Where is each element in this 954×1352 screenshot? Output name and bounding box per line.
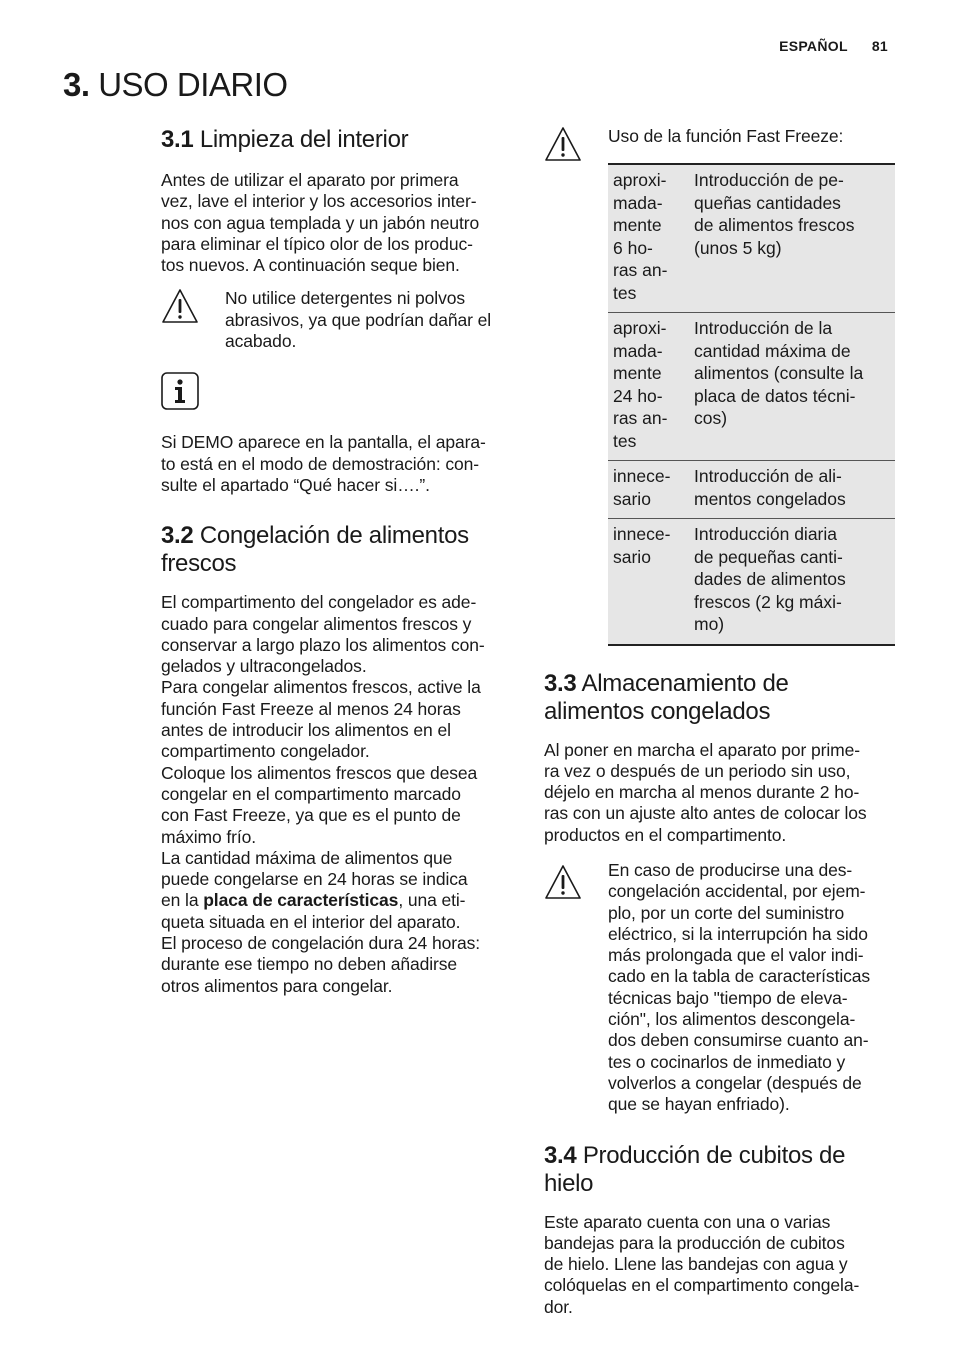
text-line: dos deben consumirse cuanto an- [608, 1030, 869, 1051]
text-line: abrasivos, ya que podrían dañar el [225, 309, 492, 330]
text-line: tes [613, 430, 637, 451]
warning-text [225, 288, 491, 352]
text-line: otros alimentos para congelar. [161, 975, 393, 996]
text-line: ras an- [613, 408, 668, 428]
text-line: Este aparato cuenta con una o varias [544, 1211, 831, 1232]
section-title: alimentos congelados [544, 697, 771, 725]
text-line: aproxi- [613, 318, 667, 338]
text-line: mentos congelados [694, 488, 846, 509]
chapter-title [63, 66, 288, 104]
page-header [779, 38, 888, 54]
table-row [608, 313, 895, 461]
text-line: ción", los alimentos descongela- [608, 1009, 856, 1030]
text-fragment: , una eti- [398, 890, 466, 911]
text-line: tes [613, 282, 637, 303]
text-line: gelados y ultracongelados. [161, 656, 367, 677]
chapter-title-text: USO DIARIO [98, 66, 288, 103]
table-cell-when [608, 461, 689, 519]
section-number: 3.4 [544, 1141, 577, 1169]
text-line: Al poner en marcha el aparato por prime- [544, 739, 861, 760]
table-cell-when [608, 519, 689, 645]
right-column [544, 122, 896, 1318]
table-cell-when [608, 164, 689, 313]
text-line: productos en el compartimento. [544, 824, 787, 845]
warning-triangle-icon [161, 288, 225, 329]
fast-freeze-notice [544, 126, 896, 167]
table-cell-what [689, 519, 895, 645]
text-line: mente [613, 363, 662, 383]
section-3-1-body [161, 170, 513, 276]
text-line: (unos 5 kg) [694, 237, 782, 258]
text-line: sario [613, 488, 651, 509]
text-line: En caso de producirse una des- [608, 859, 853, 880]
text-line: innece- [613, 524, 671, 544]
text-line: de pequeñas canti- [694, 546, 843, 567]
text-line: innece- [613, 466, 671, 486]
text-line: máximo frío. [161, 826, 257, 847]
text-line: Introducción diaria [694, 524, 837, 544]
text-line: mada- [613, 340, 663, 361]
text-line: más prolongada que el valor indi- [608, 945, 864, 966]
text-line: dades de alimentos [694, 569, 846, 589]
section-title: frescos [161, 550, 237, 578]
table-cell-what [689, 461, 895, 519]
text-line: sario [613, 546, 651, 567]
text-fragment: en la [161, 890, 204, 911]
text-line: ras con un ajuste alto antes de colocar los [544, 803, 867, 824]
text-line: cuado para congelar alimentos frescos y [161, 613, 472, 634]
section-3-3-body [544, 740, 896, 846]
text-line: función Fast Freeze al menos 24 horas [161, 698, 461, 719]
left-column [161, 122, 513, 997]
text-line: plo, por un corte del suministro [608, 902, 845, 923]
section-3-3-heading [544, 670, 896, 726]
text-line: El proceso de congelación dura 24 horas: [161, 933, 480, 954]
section-title: hielo [544, 1169, 594, 1197]
section-number: 3.1 [161, 126, 194, 153]
warning-triangle-icon [544, 126, 608, 167]
text-line: que se hayan enfriado). [608, 1094, 790, 1115]
text-line: dor. [544, 1296, 573, 1317]
text-line: compartimento congelador. [161, 741, 370, 762]
text-line: de alimentos frescos [694, 215, 855, 235]
text-line: técnicas bajo "tiempo de eleva- [608, 987, 848, 1008]
text-line: frescos (2 kg máxi- [694, 591, 842, 612]
text-line: conservar a largo plazo los alimentos con- [161, 634, 485, 655]
text-line: ras an- [613, 260, 668, 280]
bold-term: placa de características [203, 890, 399, 911]
table-row [608, 164, 895, 313]
text-line: Introducción de ali- [694, 466, 842, 486]
text-line: La cantidad máxima de alimentos que [161, 847, 453, 868]
thaw-warning-text [608, 860, 870, 1116]
text-line: 6 ho- [613, 237, 653, 258]
page-number: 81 [871, 38, 888, 54]
text-line: queñas cantidades [694, 192, 841, 213]
text-line: antes de introducir los alimentos en el [161, 720, 451, 741]
text-line: cos) [694, 408, 728, 428]
text-line: congelar en el compartimento marcado [161, 783, 461, 804]
fast-freeze-intro: Uso de la función Fast Freeze: [608, 126, 844, 146]
text-line: nos con agua templada y un jabón neutro [161, 212, 480, 233]
thaw-warning-notice [544, 860, 896, 1116]
section-number: 3.2 [161, 522, 194, 550]
text-line: colóquelas en el compartimento congela- [544, 1275, 860, 1296]
text-line: Coloque los alimentos frescos que desea [161, 762, 478, 783]
text-line: Antes de utilizar el aparato por primera [161, 170, 459, 190]
table-cell-what [689, 164, 895, 313]
section-3-2-body [161, 592, 513, 997]
info-text [161, 432, 513, 496]
text-line: aproxi- [613, 170, 667, 190]
chapter-number: 3. [63, 66, 90, 103]
text-line: Introducción de pe- [694, 170, 844, 190]
text-line: vez, lave el interior y los accesorios inter- [161, 191, 477, 212]
text-line: mente [613, 215, 662, 235]
section-3-1-heading [161, 126, 513, 154]
text-line: para eliminar el típico olor de los produc- [161, 233, 473, 254]
text-line: sulte el apartado “Qué hacer si….”. [161, 474, 430, 495]
section-3-2-heading [161, 522, 513, 578]
text-line: El compartimento del congelador es ade- [161, 592, 477, 613]
text-line: volverlos a congelar (después de [608, 1072, 862, 1093]
text-line: placa de datos técni- [694, 385, 856, 406]
fast-freeze-table [608, 163, 895, 646]
table-row [608, 461, 895, 519]
section-3-4-heading [544, 1142, 896, 1198]
text-line: Si DEMO aparece en la pantalla, el apara- [161, 432, 486, 453]
text-line: déjelo en marcha al menos durante 2 ho- [544, 782, 860, 803]
header-language: ESPAÑOL [779, 38, 848, 54]
section-title: Limpieza del interior [199, 126, 409, 153]
section-title: Producción de cubitos de [582, 1141, 846, 1169]
warning-notice [161, 288, 513, 352]
text-line: Para congelar alimentos frescos, active la [161, 677, 481, 698]
section-number: 3.3 [544, 669, 577, 697]
section-title: Almacenamiento de [581, 669, 789, 697]
section-title: Congelación de alimentos [199, 522, 469, 550]
text-line: tos nuevos. A continuación seque bien. [161, 255, 460, 276]
table-cell-what [689, 313, 895, 461]
table-row [608, 519, 895, 645]
text-line: de hielo. Llene las bandejas con agua y [544, 1254, 848, 1275]
text-line: puede congelarse en 24 horas se indica [161, 869, 468, 890]
text-line: congelación accidental, por ejem- [608, 881, 866, 902]
text-line: to está en el modo de demostración: con- [161, 453, 479, 474]
section-3-4-body [544, 1212, 896, 1318]
text-line: queta situada en el interior del aparato. [161, 911, 461, 932]
text-line: mo) [694, 614, 725, 634]
text-line: No utilice detergentes ni polvos [225, 288, 465, 309]
text-line: mada- [613, 192, 663, 213]
text-line: cantidad máxima de [694, 340, 851, 361]
text-line: tes o cocinarlos de inmediato y [608, 1051, 846, 1072]
text-line: eléctrico, si la interrupción ha sido [608, 923, 868, 944]
info-icon [161, 372, 199, 410]
text-line: 24 ho- [613, 385, 663, 406]
text-line: bandejas para la producción de cubitos [544, 1232, 845, 1253]
warning-triangle-icon [544, 860, 608, 905]
text-line: acabado. [225, 331, 297, 352]
text-line: con Fast Freeze, ya que es el punto de [161, 805, 461, 826]
table-cell-when [608, 313, 689, 461]
text-line: cado en la tabla de características [608, 966, 871, 987]
text-line: durante ese tiempo no deben añadirse [161, 954, 458, 975]
text-line: alimentos (consulte la [694, 363, 864, 383]
text-line: ra vez o después de un periodo sin uso, [544, 760, 851, 781]
text-line: Introducción de la [694, 318, 833, 338]
